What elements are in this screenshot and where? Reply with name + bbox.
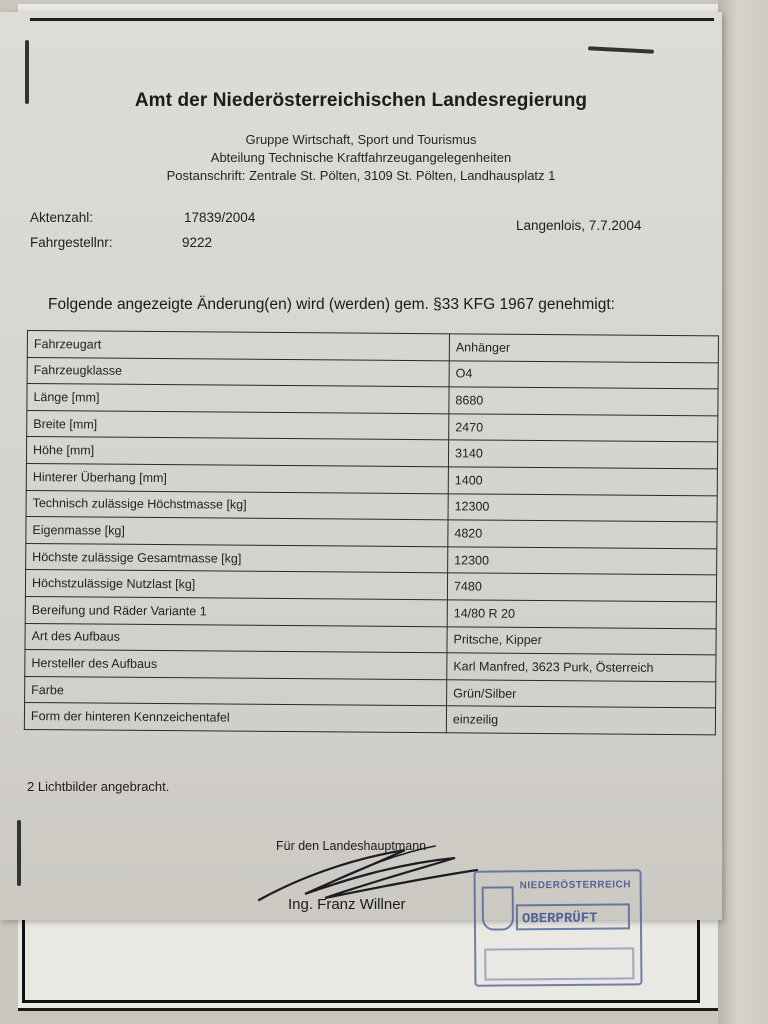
property-label: Fahrzeugklasse [27,357,449,387]
punch-mark-bottom-left [17,820,21,886]
table-row [24,703,715,735]
property-label: Technisch zulässige Höchstmasse [kg] [26,490,448,520]
property-label: Farbe [25,676,447,706]
property-value: 8680 [449,387,718,416]
stamp-box-text: OBERPRÜFT [516,903,630,930]
vehicle-properties-table [24,330,719,735]
property-label: Fahrzeugart [27,331,449,361]
photos-note: 2 Lichtbilder angebracht. [27,779,170,794]
property-label: Breite [mm] [27,410,449,440]
punch-mark-top-right [588,46,654,53]
property-label: Höhe [mm] [26,437,448,467]
property-value: Karl Manfred, 3623 Purk, Österreich [447,653,716,682]
property-value: Grün/Silber [447,680,716,709]
property-value: Anhänger [449,334,718,363]
property-label: Art des Aufbaus [25,623,447,653]
property-value: 7480 [447,573,716,602]
adjacent-page-edge [718,0,768,1024]
property-value: 4820 [448,520,717,549]
fahrgestell-value: 9222 [182,235,213,250]
property-label: Bereifung und Räder Variante 1 [25,596,447,626]
signer-name: Ing. Franz Willner [288,896,406,913]
authority-stamp [473,869,642,986]
coat-of-arms-icon [482,886,514,930]
approval-intro: Folgende angezeigte Änderung(en) wird (werden) gem. §33 KFG 1967 genehmigt: [48,296,615,313]
property-value: 2470 [449,414,718,443]
property-label: Hersteller des Aufbaus [25,650,447,680]
stamp-top-text: NIEDERÖSTERREICH [519,879,632,892]
property-value: O4 [449,360,718,389]
property-value: 12300 [448,547,717,576]
aktenzahl-label: Aktenzahl: [30,210,94,225]
authority-address: Postanschrift: Zentrale St. Pölten, 3109 St. Pölten, Landhausplatz 1 [166,168,556,183]
top-rule [30,18,714,21]
place-date: Langenlois, 7.7.2004 [516,218,642,233]
property-value: 3140 [448,440,717,469]
property-label: Höchstzulässige Nutzlast [kg] [25,570,447,600]
property-label: Eigenmasse [kg] [26,517,448,547]
aktenzahl-value: 17839/2004 [184,210,256,225]
stamp-lower-field [484,947,634,980]
fahrgestell-label: Fahrgestellnr: [30,235,113,250]
property-label: Form der hinteren Kennzeichentafel [24,703,446,733]
authority-department: Abteilung Technische Kraftfahrzeugangelegenheiten [210,150,512,165]
property-value: 1400 [448,467,717,496]
signature-on-behalf: Für den Landeshauptmann [276,839,427,853]
property-label: Höchste zulässige Gesamtmasse [kg] [26,543,448,573]
property-value: einzeilig [446,706,715,735]
property-value: 14/80 R 20 [447,600,716,629]
property-value: Pritsche, Kipper [447,626,716,655]
authority-group: Gruppe Wirtschaft, Sport und Tourismus [245,132,477,147]
approval-document [0,12,722,920]
property-label: Länge [mm] [27,384,449,414]
authority-title: Amt der Niederösterreichischen Landesregierung [134,90,588,111]
property-value: 12300 [448,493,717,522]
property-label: Hinterer Überhang [mm] [26,463,448,493]
